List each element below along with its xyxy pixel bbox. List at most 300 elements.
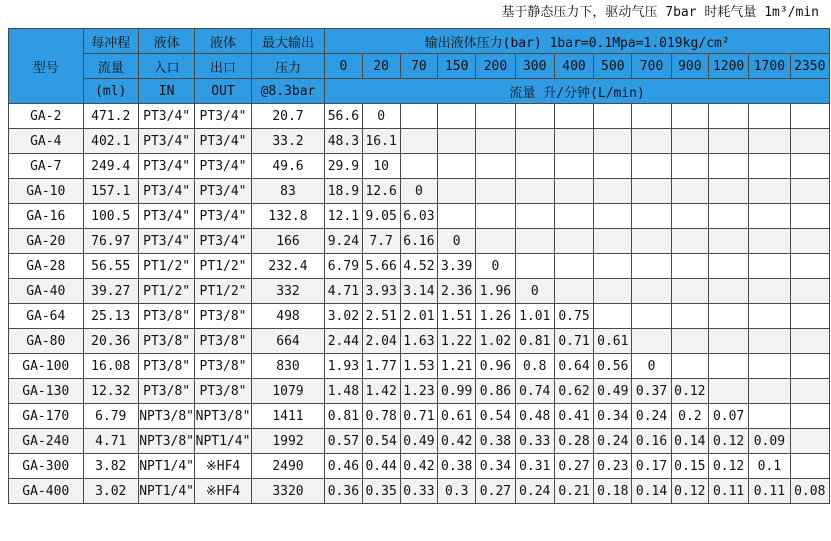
table-row xyxy=(9,254,830,279)
flow-value-cell xyxy=(594,254,632,279)
table-row xyxy=(9,204,830,229)
flow-value-cell: 0.27 xyxy=(554,454,593,479)
table-row xyxy=(9,479,830,504)
model-cell: GA-7 xyxy=(9,154,84,179)
flow-value-cell: 0.31 xyxy=(515,454,554,479)
flow-value-cell: 1.53 xyxy=(400,354,437,379)
inlet-cell: NPT1/4" xyxy=(138,479,194,504)
flow-cell: 16.08 xyxy=(83,354,138,379)
flow-value-cell: 0.38 xyxy=(438,454,476,479)
flow-value-cell: 0.96 xyxy=(476,354,515,379)
flow-value-cell: 0.14 xyxy=(671,429,708,454)
flow-value-cell: 0 xyxy=(515,279,554,304)
outlet-cell: PT1/2" xyxy=(195,254,251,279)
outlet-cell: PT3/4" xyxy=(195,104,251,129)
model-cell: GA-80 xyxy=(9,329,84,354)
flow-value-cell xyxy=(790,204,829,229)
max-pressure-cell: 332 xyxy=(251,279,325,304)
flow-value-cell: 0.16 xyxy=(632,429,671,454)
flow-value-cell: 1.26 xyxy=(476,304,515,329)
flow-value-cell xyxy=(438,154,476,179)
outlet-cell: PT3/4" xyxy=(195,204,251,229)
flow-value-cell xyxy=(632,229,671,254)
flow-value-cell xyxy=(790,429,829,454)
flow-value-cell: 5.66 xyxy=(362,254,400,279)
flow-value-cell: 1.02 xyxy=(476,329,515,354)
flow-value-cell: 0 xyxy=(476,254,515,279)
model-cell: GA-16 xyxy=(9,204,84,229)
flow-value-cell: 29.9 xyxy=(325,154,362,179)
flow-cell: 56.55 xyxy=(83,254,138,279)
flow-value-cell: 2.44 xyxy=(325,329,362,354)
flow-value-cell: 0.33 xyxy=(515,429,554,454)
flow-value-cell: 1.21 xyxy=(438,354,476,379)
flow-value-cell xyxy=(400,154,437,179)
flow-value-cell: 0.24 xyxy=(594,429,632,454)
flow-value-cell xyxy=(476,204,515,229)
flow-value-cell: 1.01 xyxy=(515,304,554,329)
flow-value-cell xyxy=(671,354,708,379)
col-header-inlet-line3: IN xyxy=(138,79,194,104)
flow-value-cell: 1.22 xyxy=(438,329,476,354)
table-row xyxy=(9,179,830,204)
flow-value-cell: 0.11 xyxy=(708,479,748,504)
flow-value-cell xyxy=(790,454,829,479)
flow-value-cell: 0.46 xyxy=(325,454,362,479)
flow-value-cell xyxy=(594,304,632,329)
flow-value-cell xyxy=(790,329,829,354)
flow-value-cell: 0.62 xyxy=(554,379,593,404)
flow-value-cell: 0.37 xyxy=(632,379,671,404)
flow-value-cell xyxy=(554,254,593,279)
flow-value-cell xyxy=(671,179,708,204)
flow-cell: 100.5 xyxy=(83,204,138,229)
flow-value-cell xyxy=(708,154,748,179)
flow-value-cell xyxy=(708,104,748,129)
flow-value-cell xyxy=(749,254,790,279)
flow-value-cell xyxy=(632,129,671,154)
flow-value-cell: 0.07 xyxy=(708,404,748,429)
outlet-cell: PT3/8" xyxy=(195,304,251,329)
flow-value-cell: 56.6 xyxy=(325,104,362,129)
flow-value-cell: 0.15 xyxy=(671,454,708,479)
flow-value-cell xyxy=(438,179,476,204)
flow-value-cell xyxy=(708,129,748,154)
flow-value-cell: 0.33 xyxy=(400,479,437,504)
flow-value-cell xyxy=(554,229,593,254)
table-row xyxy=(9,404,830,429)
flow-value-cell: 0.74 xyxy=(515,379,554,404)
flow-value-cell: 0 xyxy=(632,354,671,379)
flow-value-cell xyxy=(790,404,829,429)
flow-value-cell xyxy=(790,354,829,379)
flow-value-cell: 0.61 xyxy=(594,329,632,354)
flow-value-cell xyxy=(476,229,515,254)
flow-value-cell: 2.01 xyxy=(400,304,437,329)
flow-value-cell xyxy=(790,229,829,254)
flow-value-cell: 0.54 xyxy=(476,404,515,429)
flow-cell: 3.82 xyxy=(83,454,138,479)
col-header-outlet-line3: OUT xyxy=(195,79,251,104)
flow-value-cell xyxy=(400,104,437,129)
col-header-model: 型号 xyxy=(9,29,84,104)
model-cell: GA-40 xyxy=(9,279,84,304)
inlet-cell: PT3/4" xyxy=(138,104,194,129)
flow-value-cell: 6.16 xyxy=(400,229,437,254)
flow-value-cell xyxy=(632,179,671,204)
flow-value-cell xyxy=(632,254,671,279)
flow-value-cell xyxy=(632,104,671,129)
flow-value-cell: 0 xyxy=(362,104,400,129)
inlet-cell: PT3/4" xyxy=(138,204,194,229)
inlet-cell: NPT3/8" xyxy=(138,404,194,429)
col-header-flow-line3: (ml) xyxy=(83,79,138,104)
flow-value-cell: 0.12 xyxy=(708,454,748,479)
flow-value-cell xyxy=(790,104,829,129)
flow-value-cell xyxy=(671,154,708,179)
max-pressure-cell: 33.2 xyxy=(251,129,325,154)
flow-value-cell: 0.28 xyxy=(554,429,593,454)
flow-value-cell xyxy=(438,104,476,129)
flow-value-cell: 0.35 xyxy=(362,479,400,504)
flow-value-cell: 0.75 xyxy=(554,304,593,329)
pressure-header-1700: 1700 xyxy=(749,54,790,79)
col-header-maxp-line2: 压力 xyxy=(251,54,325,79)
flow-value-cell: 1.48 xyxy=(325,379,362,404)
flow-value-cell xyxy=(671,229,708,254)
flow-value-cell: 2.36 xyxy=(438,279,476,304)
flow-value-cell: 3.02 xyxy=(325,304,362,329)
pressure-header-400: 400 xyxy=(554,54,593,79)
flow-value-cell xyxy=(790,279,829,304)
flow-value-cell: 0.99 xyxy=(438,379,476,404)
table-row xyxy=(9,329,830,354)
flow-value-cell: 48.3 xyxy=(325,129,362,154)
outlet-cell: PT3/4" xyxy=(195,154,251,179)
max-pressure-cell: 3320 xyxy=(251,479,325,504)
flow-value-cell: 0.23 xyxy=(594,454,632,479)
pressure-header-700: 700 xyxy=(632,54,671,79)
flow-value-cell xyxy=(515,104,554,129)
flow-cell: 6.79 xyxy=(83,404,138,429)
flow-value-cell: 1.42 xyxy=(362,379,400,404)
max-pressure-cell: 2490 xyxy=(251,454,325,479)
max-pressure-cell: 830 xyxy=(251,354,325,379)
flow-value-cell: 0.78 xyxy=(362,404,400,429)
flow-value-cell xyxy=(749,304,790,329)
flow-value-cell xyxy=(749,354,790,379)
flow-value-cell: 6.03 xyxy=(400,204,437,229)
table-row xyxy=(9,279,830,304)
flow-value-cell: 0.49 xyxy=(594,379,632,404)
flow-value-cell: 0 xyxy=(400,179,437,204)
inlet-cell: PT3/4" xyxy=(138,229,194,254)
model-cell: GA-4 xyxy=(9,129,84,154)
flow-cell: 20.36 xyxy=(83,329,138,354)
col-header-flow-line1: 每冲程 xyxy=(83,29,138,54)
flow-value-cell xyxy=(515,204,554,229)
flow-value-cell xyxy=(438,129,476,154)
pressure-header-2350: 2350 xyxy=(790,54,829,79)
col-header-outlet-line2: 出口 xyxy=(195,54,251,79)
conditions-note: 基于静态压力下，驱动气压 7bar 时耗气量 1m³/min xyxy=(501,5,819,20)
inlet-cell: PT1/2" xyxy=(138,254,194,279)
flow-value-cell xyxy=(708,304,748,329)
outlet-cell: PT3/4" xyxy=(195,229,251,254)
flow-value-cell xyxy=(749,204,790,229)
max-pressure-cell: 83 xyxy=(251,179,325,204)
flow-value-cell: 9.24 xyxy=(325,229,362,254)
col-header-flow-line2: 流量 xyxy=(83,54,138,79)
model-cell: GA-28 xyxy=(9,254,84,279)
flow-value-cell: 0.34 xyxy=(476,454,515,479)
pressure-header-20: 20 xyxy=(362,54,400,79)
pressure-header-900: 900 xyxy=(671,54,708,79)
flow-value-cell xyxy=(749,329,790,354)
flow-value-cell xyxy=(632,329,671,354)
flow-value-cell: 0.17 xyxy=(632,454,671,479)
flow-value-cell: 0.56 xyxy=(594,354,632,379)
table-row xyxy=(9,229,830,254)
inlet-cell: NPT3/8" xyxy=(138,429,194,454)
flow-value-cell: 4.71 xyxy=(325,279,362,304)
model-cell: GA-100 xyxy=(9,354,84,379)
col-header-inlet-line2: 入口 xyxy=(138,54,194,79)
flow-value-cell: 0.64 xyxy=(554,354,593,379)
flow-value-cell: 0.21 xyxy=(554,479,593,504)
flow-value-cell xyxy=(476,104,515,129)
flow-value-cell: 1.96 xyxy=(476,279,515,304)
model-cell: GA-240 xyxy=(9,429,84,454)
pressure-header-1200: 1200 xyxy=(708,54,748,79)
flow-value-cell xyxy=(438,204,476,229)
flow-value-cell: 3.93 xyxy=(362,279,400,304)
flow-value-cell: 1.77 xyxy=(362,354,400,379)
flow-value-cell xyxy=(708,204,748,229)
outlet-cell: PT3/8" xyxy=(195,329,251,354)
flow-value-cell xyxy=(515,129,554,154)
model-cell: GA-300 xyxy=(9,454,84,479)
inlet-cell: PT3/4" xyxy=(138,129,194,154)
flow-value-cell xyxy=(594,154,632,179)
flow-value-cell: 0.12 xyxy=(708,429,748,454)
flow-value-cell: 0.81 xyxy=(325,404,362,429)
flow-value-cell xyxy=(708,179,748,204)
flow-value-cell: 0.71 xyxy=(400,404,437,429)
flow-value-cell xyxy=(515,179,554,204)
outlet-cell: NPT3/8" xyxy=(195,404,251,429)
flow-value-cell xyxy=(400,129,437,154)
flow-value-cell xyxy=(671,304,708,329)
flow-value-cell xyxy=(708,229,748,254)
flow-value-cell: 0.49 xyxy=(400,429,437,454)
flow-cell: 402.1 xyxy=(83,129,138,154)
flow-value-cell: 1.23 xyxy=(400,379,437,404)
outlet-cell: PT3/8" xyxy=(195,354,251,379)
flow-value-cell xyxy=(708,279,748,304)
max-pressure-cell: 132.8 xyxy=(251,204,325,229)
flow-value-cell: 0.38 xyxy=(476,429,515,454)
max-pressure-cell: 1411 xyxy=(251,404,325,429)
flow-value-cell: 0.41 xyxy=(554,404,593,429)
flow-value-cell: 9.05 xyxy=(362,204,400,229)
flow-value-cell xyxy=(476,179,515,204)
flow-cell: 12.32 xyxy=(83,379,138,404)
flow-value-cell xyxy=(554,204,593,229)
flow-value-cell: 0.42 xyxy=(438,429,476,454)
flow-value-cell: 0.61 xyxy=(438,404,476,429)
flow-value-cell: 0.09 xyxy=(749,429,790,454)
flow-value-cell xyxy=(594,179,632,204)
max-pressure-cell: 166 xyxy=(251,229,325,254)
flow-value-cell: 6.79 xyxy=(325,254,362,279)
flow-value-cell: 2.51 xyxy=(362,304,400,329)
flow-value-cell xyxy=(476,129,515,154)
model-cell: GA-400 xyxy=(9,479,84,504)
flow-cell: 76.97 xyxy=(83,229,138,254)
flow-value-cell xyxy=(790,254,829,279)
table-row xyxy=(9,379,830,404)
flow-value-cell xyxy=(671,279,708,304)
flow-value-cell xyxy=(790,304,829,329)
flow-cell: 157.1 xyxy=(83,179,138,204)
flow-value-cell xyxy=(790,379,829,404)
flow-value-cell: 12.1 xyxy=(325,204,362,229)
flow-value-cell: 0.57 xyxy=(325,429,362,454)
flow-value-cell: 0.44 xyxy=(362,454,400,479)
flow-value-cell xyxy=(594,279,632,304)
outlet-cell: PT3/8" xyxy=(195,379,251,404)
col-header-outlet-line1: 液体 xyxy=(195,29,251,54)
flow-value-cell: 2.04 xyxy=(362,329,400,354)
flow-value-cell xyxy=(749,379,790,404)
pressure-header-0: 0 xyxy=(325,54,362,79)
table-row xyxy=(9,354,830,379)
flow-value-cell: 1.51 xyxy=(438,304,476,329)
flow-value-cell xyxy=(594,204,632,229)
flow-value-cell: 0.48 xyxy=(515,404,554,429)
flow-value-cell xyxy=(594,129,632,154)
model-cell: GA-2 xyxy=(9,104,84,129)
flow-cell: 4.71 xyxy=(83,429,138,454)
max-pressure-cell: 20.7 xyxy=(251,104,325,129)
flow-value-cell xyxy=(594,104,632,129)
flow-value-cell xyxy=(790,154,829,179)
flow-value-cell: 0.2 xyxy=(671,404,708,429)
max-pressure-cell: 664 xyxy=(251,329,325,354)
flow-value-cell xyxy=(554,129,593,154)
max-pressure-cell: 1079 xyxy=(251,379,325,404)
flow-value-cell: 0.24 xyxy=(515,479,554,504)
inlet-cell: PT3/4" xyxy=(138,154,194,179)
flow-value-cell: 0.34 xyxy=(594,404,632,429)
flow-value-cell xyxy=(671,204,708,229)
inlet-cell: PT3/8" xyxy=(138,304,194,329)
flow-value-cell xyxy=(671,129,708,154)
flow-value-cell: 0.71 xyxy=(554,329,593,354)
flow-value-cell: 7.7 xyxy=(362,229,400,254)
flow-value-cell: 0.08 xyxy=(790,479,829,504)
flow-cell: 249.4 xyxy=(83,154,138,179)
flow-value-cell: 3.14 xyxy=(400,279,437,304)
table-row xyxy=(9,304,830,329)
flow-value-cell xyxy=(749,179,790,204)
model-cell: GA-20 xyxy=(9,229,84,254)
flow-value-cell xyxy=(749,404,790,429)
flow-value-cell: 0.18 xyxy=(594,479,632,504)
flow-value-cell: 0.42 xyxy=(400,454,437,479)
flow-value-cell xyxy=(515,229,554,254)
flow-value-cell xyxy=(708,379,748,404)
flow-value-cell xyxy=(594,229,632,254)
flow-value-cell: 18.9 xyxy=(325,179,362,204)
table-row xyxy=(9,104,830,129)
max-pressure-cell: 498 xyxy=(251,304,325,329)
flow-value-cell xyxy=(476,154,515,179)
flow-unit-title: 流量 升/分钟(L/min) xyxy=(325,79,830,104)
model-cell: GA-170 xyxy=(9,404,84,429)
model-cell: GA-130 xyxy=(9,379,84,404)
flow-value-cell: 0.11 xyxy=(749,479,790,504)
flow-value-cell xyxy=(632,154,671,179)
flow-cell: 471.2 xyxy=(83,104,138,129)
col-header-maxp-line1: 最大输出 xyxy=(251,29,325,54)
col-header-inlet-line1: 液体 xyxy=(138,29,194,54)
flow-value-cell: 0.36 xyxy=(325,479,362,504)
outlet-cell: PT1/2" xyxy=(195,279,251,304)
flow-value-cell: 0.1 xyxy=(749,454,790,479)
flow-value-cell: 0.12 xyxy=(671,379,708,404)
flow-value-cell: 0.54 xyxy=(362,429,400,454)
max-pressure-cell: 232.4 xyxy=(251,254,325,279)
flow-value-cell xyxy=(708,354,748,379)
table-row xyxy=(9,429,830,454)
model-cell: GA-10 xyxy=(9,179,84,204)
outlet-cell: ※HF4 xyxy=(195,479,251,504)
flow-value-cell xyxy=(749,104,790,129)
flow-value-cell: 10 xyxy=(362,154,400,179)
flow-value-cell xyxy=(554,104,593,129)
flow-value-cell xyxy=(790,179,829,204)
flow-value-cell xyxy=(749,229,790,254)
table-row xyxy=(9,454,830,479)
flow-value-cell: 0.24 xyxy=(632,404,671,429)
flow-cell: 25.13 xyxy=(83,304,138,329)
flow-value-cell xyxy=(515,254,554,279)
flow-value-cell xyxy=(632,279,671,304)
pressure-header-500: 500 xyxy=(594,54,632,79)
flow-value-cell xyxy=(708,329,748,354)
flow-value-cell xyxy=(708,254,748,279)
outlet-cell: PT3/4" xyxy=(195,129,251,154)
inlet-cell: PT3/8" xyxy=(138,329,194,354)
inlet-cell: PT3/4" xyxy=(138,179,194,204)
flow-value-cell: 0.86 xyxy=(476,379,515,404)
flow-value-cell: 0.14 xyxy=(632,479,671,504)
flow-value-cell xyxy=(749,154,790,179)
pressure-header-70: 70 xyxy=(400,54,437,79)
flow-value-cell: 12.6 xyxy=(362,179,400,204)
pressure-header-200: 200 xyxy=(476,54,515,79)
model-cell: GA-64 xyxy=(9,304,84,329)
max-pressure-cell: 1992 xyxy=(251,429,325,454)
table-row xyxy=(9,154,830,179)
col-header-maxp-line3: @8.3bar xyxy=(251,79,325,104)
flow-value-cell xyxy=(671,104,708,129)
pump-spec-table xyxy=(8,28,830,504)
flow-value-cell xyxy=(554,179,593,204)
flow-value-cell: 1.93 xyxy=(325,354,362,379)
